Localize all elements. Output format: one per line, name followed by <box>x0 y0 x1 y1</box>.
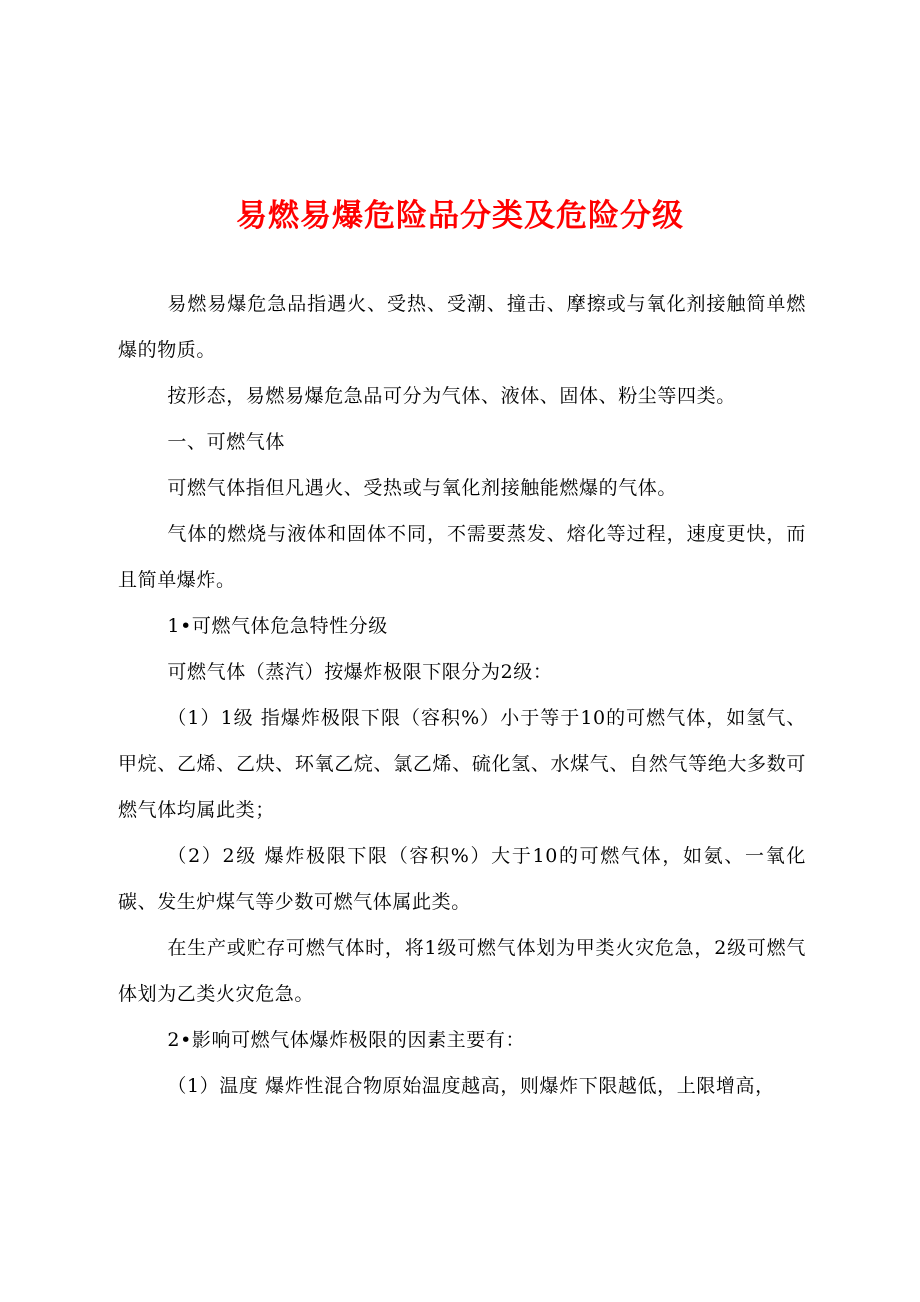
document-body <box>118 281 806 1109</box>
subheading-hazard-grading: 1•可燃气体危急特性分级 <box>167 615 388 637</box>
paragraph-fire-hazard-class: 在生产或贮存可燃气体时，将1级可燃气体划为甲类火灾危急，2级可燃气体划为乙类火灾危急。 <box>118 937 806 1005</box>
list-item-grade-1: （1）1级 指爆炸极限下限（容积%）小于等于10的可燃气体，如氢气、甲烷、乙烯、乙炔、环氧乙烷、氯乙烯、硫化氢、水煤气、自然气等绝大多数可燃气体均属此类； <box>118 707 806 821</box>
paragraph-gas-definition: 可燃气体指但凡遇火、受热或与氧化剂接触能燃爆的气体。 <box>167 477 677 499</box>
paragraph-classification: 按形态，易燃易爆危急品可分为气体、液体、固体、粉尘等四类。 <box>167 385 736 407</box>
paragraph-grading-intro: 可燃气体（蒸汽）按爆炸极限下限分为2级： <box>167 661 553 683</box>
document-title: 易燃易爆危险品分类及危险分级 <box>236 198 684 234</box>
paragraph-gas-combustion: 气体的燃烧与液体和固体不同，不需要蒸发、熔化等过程，速度更快，而且简单爆炸。 <box>118 523 806 591</box>
section-heading-gas: 一、可燃气体 <box>167 431 285 453</box>
subheading-influencing-factors: 2•影响可燃气体爆炸极限的因素主要有： <box>167 1029 526 1051</box>
paragraph-definition: 易燃易爆危急品指遇火、受热、受潮、撞击、摩擦或与氧化剂接触简单燃爆的物质。 <box>118 293 806 361</box>
list-item-grade-2: （2）2级 爆炸极限下限（容积%）大于10的可燃气体，如氨、一氧化碳、发生炉煤气等少数可燃气体属此类。 <box>118 845 806 913</box>
list-item-temperature: （1）温度 爆炸性混合物原始温度越高，则爆炸下限越低，上限增高， <box>167 1075 775 1097</box>
